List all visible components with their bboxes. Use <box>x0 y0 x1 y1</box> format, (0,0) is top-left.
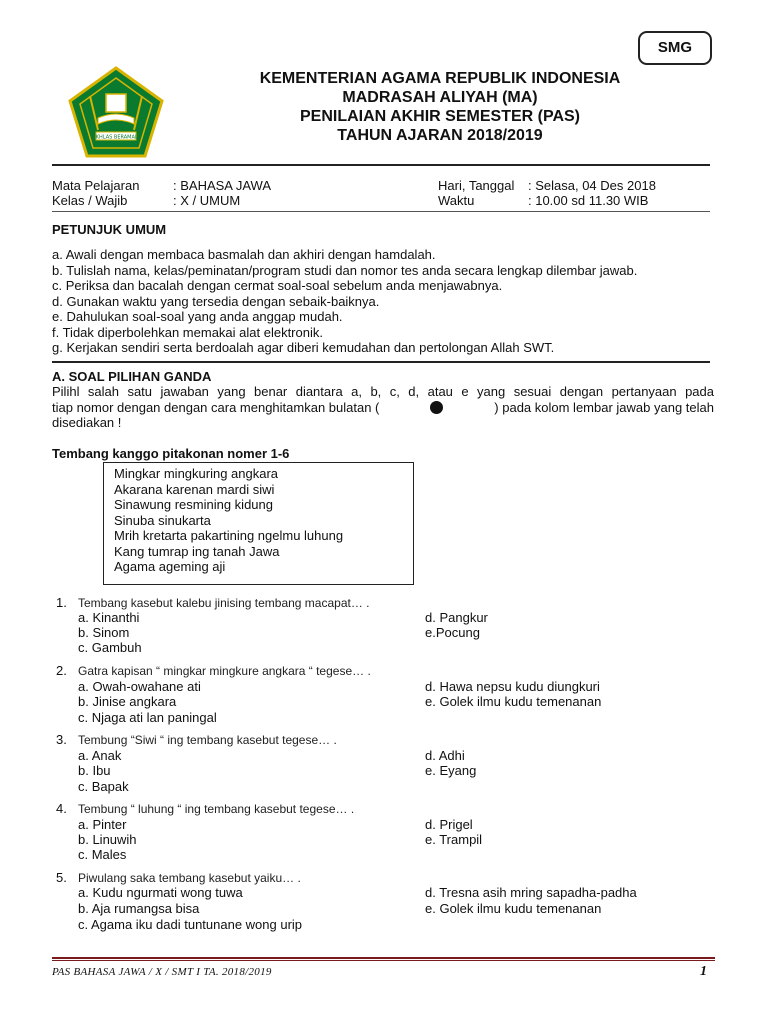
option-a: a. Anak <box>78 748 122 763</box>
kemenag-logo <box>68 66 164 158</box>
instruction-item: c. Periksa dan bacalah dengan cermat soal-soal sebelum anda menjawabnya. <box>52 278 503 293</box>
option-a: a. Pinter <box>78 817 127 832</box>
option-b: b. Jinise angkara <box>78 694 177 709</box>
header-year: TAHUN AJARAN 2018/2019 <box>337 127 543 144</box>
info-divider <box>52 211 710 212</box>
option-a: a. Owah-owahane ati <box>78 679 201 694</box>
option-d: d. Hawa nepsu kudu diungkuri <box>425 679 600 694</box>
class-label: Kelas / Wajib <box>52 193 128 208</box>
option-d: d. Adhi <box>425 748 465 763</box>
option-a: a. Kudu ngurmati wong tuwa <box>78 885 243 900</box>
subject-label: Mata Pelajaran <box>52 178 140 193</box>
option-a: a. Kinanthi <box>78 610 140 625</box>
question-text: Piwulang saka tembang kasebut yaiku… . <box>78 871 301 885</box>
poem-line: Mrih kretarta pakartining ngelmu luhung <box>114 528 344 543</box>
section-divider <box>52 361 710 363</box>
option-d: d. Tresna asih mring sapadha-padha <box>425 885 637 900</box>
option-b: b. Linuwih <box>78 832 137 847</box>
instruction-item: b. Tulislah nama, kelas/peminatan/program studi dan nomor tes anda secara lengkap dilembar jawab. <box>52 262 638 278</box>
option-e: e. Golek ilmu kudu temenanan <box>425 901 602 916</box>
option-e: e.Pocung <box>425 625 480 640</box>
option-c: c. Agama iku dadi tuntunane wong urip <box>78 917 303 932</box>
option-b: b. Sinom <box>78 625 130 640</box>
intro-line-2a: tiap nomor dengan dengan cara menghitamkan bulatan ( <box>52 399 380 415</box>
svg-text:IKHLAS BERAMAL: IKHLAS BERAMAL <box>94 134 138 141</box>
footer-text: PAS BAHASA JAWA / X / SMT I TA. 2018/2019 <box>52 966 272 978</box>
question-number: 1. <box>56 595 67 610</box>
section-heading: A. SOAL PILIHAN GANDA <box>52 369 212 384</box>
instructions-list <box>52 247 637 356</box>
option-c: c. Bapak <box>78 779 129 794</box>
option-d: d. Pangkur <box>425 610 488 625</box>
instruction-item: e. Dahulukan soal-soal yang anda anggap mudah. <box>52 309 343 324</box>
smg-badge: SMG <box>638 31 712 65</box>
footer-rule-bottom <box>52 960 715 961</box>
poem-line: Akarana karenan mardi siwi <box>114 481 275 497</box>
question-number: 5. <box>56 870 67 885</box>
date-value: : Selasa, 04 Des 2018 <box>528 178 656 193</box>
poem-heading: Tembang kanggo pitakonan nomer 1-6 <box>52 446 290 461</box>
instruction-item: a. Awali dengan membaca basmalah dan akhiri dengan hamdalah. <box>52 247 436 262</box>
instruction-item: d. Gunakan waktu yang tersedia dengan sebaik-baiknya. <box>52 293 380 309</box>
poem-box <box>103 462 414 585</box>
intro-line-3: disediakan ! <box>52 415 122 430</box>
option-c: c. Males <box>78 847 127 862</box>
poem-line: Mingkar mingkuring angkara <box>114 466 279 481</box>
date-label: Hari, Tanggal <box>438 178 515 193</box>
subject-value: : BAHASA JAWA <box>173 178 272 193</box>
option-b: b. Ibu <box>78 763 111 778</box>
class-value: : X / UMUM <box>173 193 241 208</box>
poem-line: Agama ageming aji <box>114 559 226 574</box>
page-number: 1 <box>700 964 707 979</box>
intro-line-2 <box>52 400 714 416</box>
question-text: Tembang kasebut kalebu jinising tembang macapat… . <box>78 596 370 610</box>
question-number: 4. <box>56 801 67 816</box>
instruction-item: g. Kerjakan sendiri serta berdoalah agar diberi kemudahan dan pertolongan Allah SWT. <box>52 340 555 355</box>
bubble-icon <box>430 401 443 414</box>
option-c: c. Gambuh <box>78 640 142 655</box>
header-divider <box>52 164 710 166</box>
intro-line-2b: ) pada kolom lembar jawab yang telah <box>494 399 714 415</box>
option-e: e. Trampil <box>425 832 483 847</box>
footer-rule-top <box>52 957 715 959</box>
question-text: Gatra kapisan “ mingkar mingkure angkara “ tegese… . <box>78 664 371 678</box>
question-text: Tembung “ luhung “ ing tembang kasebut tegese… . <box>78 802 355 816</box>
time-label: Waktu <box>438 193 475 208</box>
poem-line: Kang tumrap ing tanah Jawa <box>114 543 280 559</box>
option-e: e. Golek ilmu kudu temenanan <box>425 694 602 709</box>
header-ministry: KEMENTERIAN AGAMA REPUBLIK INDONESIA <box>259 70 621 87</box>
poem-line: Sinawung resmining kidung <box>114 497 273 512</box>
header-exam: PENILAIAN AKHIR SEMESTER (PAS) <box>299 108 580 125</box>
instruction-item: f. Tidak diperbolehkan memakai alat elektronik. <box>52 324 323 340</box>
question-number: 3. <box>56 732 67 747</box>
time-value: : 10.00 sd 11.30 WIB <box>528 193 649 208</box>
option-b: b. Aja rumangsa bisa <box>78 901 200 916</box>
option-c: c. Njaga ati lan paningal <box>78 710 217 725</box>
option-d: d. Prigel <box>425 817 473 832</box>
intro-line-1: Pilihl salah satu jawaban yang benar diantara a, b, c, d, atau e yang sesuai dengan pertanyaan pada <box>52 384 714 399</box>
poem-line: Sinuba sinukarta <box>114 512 211 528</box>
question-number: 2. <box>56 663 67 678</box>
instructions-heading: PETUNJUK UMUM <box>52 222 167 237</box>
option-e: e. Eyang <box>425 763 477 778</box>
question-text: Tembung “Siwi “ ing tembang kasebut tegese… . <box>78 733 337 747</box>
section-intro <box>52 384 714 431</box>
header-school: MADRASAH ALIYAH (MA) <box>342 89 538 106</box>
